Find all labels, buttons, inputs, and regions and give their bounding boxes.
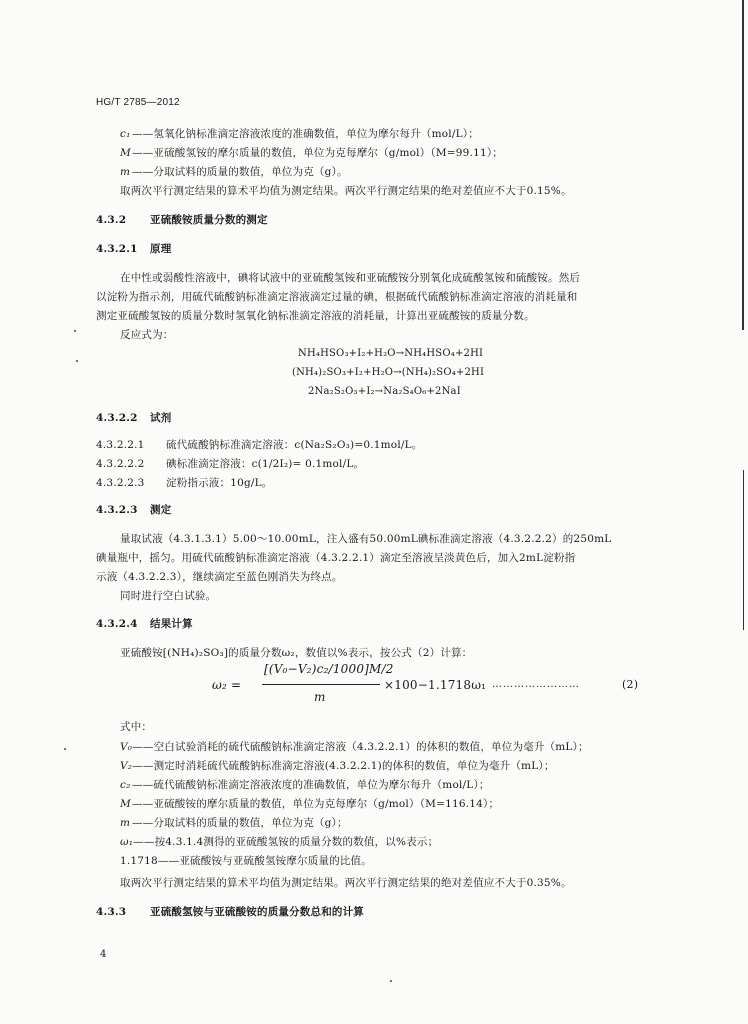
definition-text: ——亚硫酸氢铵的摩尔质量的数值，单位为克每摩尔（g/mol）（M=99.11）；	[132, 147, 504, 159]
definition-symbol: V₀	[120, 741, 133, 753]
principle-line-1: 在中性或弱酸性溶液中，碘将试液中的亚硫酸氢铵和亚硫酸铵分别氧化成硫酸氢铵和硫酸铵。然后	[120, 272, 581, 284]
reaction-equation-1: NH₄HSO₃+I₂+H₂O→NH₄HSO₄+2HI	[298, 348, 484, 359]
definition-m-molar	[120, 146, 503, 160]
definition-symbol: c₂	[120, 779, 131, 791]
section-number: 4.3.2	[96, 214, 127, 226]
definition-text: ——按4.3.1.4测得的亚硫酸氢铵的质量分数的数值，以%表示；	[133, 836, 439, 848]
definition-text: ——亚硫酸铵的摩尔质量的数值，单位为克每摩尔（g/mol）（M=116.14）；	[132, 798, 500, 810]
definition-m-molar-2	[120, 797, 499, 811]
section-number: 4.3.2.3	[96, 504, 138, 516]
definition-text: ——测定时消耗硫代硫酸钠标准滴定溶液(4.3.2.2.1)的体积的数值，单位为毫升（mL）；	[132, 760, 555, 772]
document-code: HG/T 2785—2012	[96, 97, 180, 108]
scan-speck	[390, 980, 392, 982]
reagent-number: 4.3.2.2.2	[96, 458, 145, 470]
principle-line-3: 测定亚硫酸氢铵的质量分数时氢氧化钠标准滴定溶液的消耗量，计算出亚硫酸铵的质量分数。	[96, 310, 535, 322]
equation-number: (2)	[622, 678, 639, 691]
formula-denominator: m	[314, 690, 326, 704]
definition-text: ——硫代硫酸钠标准滴定溶液浓度的准确数值，单位为摩尔每升（mol/L）；	[132, 779, 490, 791]
reagent-1	[96, 438, 423, 452]
definition-symbol: M	[120, 147, 131, 159]
definition-symbol: V₂	[120, 760, 133, 772]
definition-symbol: m	[120, 166, 131, 178]
scan-edge-shadow	[743, 470, 744, 630]
definition-symbol: 1.1718	[120, 855, 158, 867]
section-heading-4-3-2-1	[96, 242, 171, 256]
section-title: 亚硫酸氢铵与亚硫酸铵的质量分数总和的计算	[150, 906, 364, 918]
formula-leader-dots: ……………………	[492, 679, 580, 690]
section-number: 4.3.3	[96, 906, 127, 918]
section-title: 测定	[150, 504, 172, 516]
definition-text: ——亚硫酸铵与亚硫酸氢铵摩尔质量的比值。	[157, 855, 372, 867]
result-paragraph-bottom: 取两次平行测定结果的算术平均值为测定结果。两次平行测定结果的绝对差值应不大于0.35%。	[120, 877, 572, 889]
section-heading-4-3-3	[96, 905, 364, 919]
definition-c1	[120, 127, 479, 141]
section-heading-4-3-2-3	[96, 503, 171, 517]
reagent-text: 淀粉指示液：10g/L。	[166, 477, 273, 489]
reagent-number: 4.3.2.2.1	[96, 439, 145, 451]
section-heading-4-3-2-2	[96, 411, 171, 425]
reagent-2	[96, 457, 364, 471]
scan-speck	[74, 330, 76, 332]
reagent-text: 碘标准滴定溶液：c(1/2I₂)= 0.1mol/L。	[166, 458, 365, 470]
measure-line-2: 碘量瓶中，摇匀。用硫代硫酸钠标准滴定溶液（4.3.2.2.1）滴定至溶液呈淡黄色后，加入2mL淀粉指	[96, 552, 576, 564]
definition-text: ——氢氧化钠标准滴定溶液浓度的准确数值，单位为摩尔每升（mol/L）；	[132, 128, 479, 140]
reaction-equation-2: (NH₄)₂SO₃+I₂+H₂O→(NH₄)₂SO₄+2HI	[292, 367, 485, 378]
definition-symbol: M	[120, 798, 131, 810]
definition-v2	[120, 759, 555, 773]
definition-m-mass-2	[120, 816, 348, 830]
section-title: 试剂	[150, 412, 172, 424]
reagent-3	[96, 476, 273, 490]
measure-line-3: 示液（4.3.2.2.3），继续滴定至蓝色刚消失为终点。	[96, 571, 343, 583]
principle-line-2: 以淀粉为指示剂，用硫代硫酸钠标准滴定溶液滴定过量的碘，根据硫代硫酸钠标准滴定溶液的消耗量和	[96, 291, 578, 303]
definition-m-mass	[120, 165, 348, 179]
result-paragraph-top: 取两次平行测定结果的算术平均值为测定结果。两次平行测定结果的绝对差值应不大于0.15%。	[120, 185, 572, 197]
reagent-number: 4.3.2.2.3	[96, 477, 145, 489]
definition-text: ——分取试料的质量的数值，单位为克（g）；	[132, 817, 348, 829]
scan-speck	[64, 748, 66, 750]
measure-line-4: 同时进行空白试验。	[120, 590, 217, 602]
reaction-label: 反应式为：	[120, 329, 174, 341]
section-heading-4-3-2-4	[96, 617, 193, 631]
scan-edge-shadow	[742, 0, 744, 330]
section-title: 原理	[150, 243, 172, 255]
fraction-bar	[262, 684, 380, 685]
definition-ratio	[120, 854, 372, 868]
section-number: 4.3.2.2	[96, 412, 138, 424]
definition-symbol: m	[120, 817, 131, 829]
section-heading-4-3-2	[96, 213, 268, 227]
definition-v0	[120, 740, 589, 754]
section-title: 亚硫酸铵质量分数的测定	[150, 214, 268, 226]
definition-symbol: c₁	[120, 128, 131, 140]
measure-line-1: 量取试液（4.3.1.3.1）5.00～10.00mL，注入盛有50.00mL碘标准滴定溶液（4.3.2.2.2）的250mL	[120, 533, 612, 545]
scan-speck	[76, 360, 78, 362]
definition-w1	[120, 835, 438, 849]
calc-intro: 亚硫酸铵[(NH₄)₂SO₃]的质量分数ω₂，数值以%表示，按公式（2）计算：	[120, 647, 473, 659]
definition-c2	[120, 778, 490, 792]
definition-text: ——分取试料的质量的数值，单位为克（g）。	[132, 166, 348, 178]
section-title: 结果计算	[150, 618, 193, 630]
where-label: 式中：	[120, 721, 153, 733]
page-number: 4	[100, 949, 107, 960]
formula-2	[212, 660, 652, 712]
formula-tail: ×100−1.1718ω₁	[384, 678, 487, 692]
formula-lhs: ω₂ =	[212, 678, 242, 692]
reagent-text: 硫代硫酸钠标准滴定溶液：c(Na₂S₂O₃)=0.1mol/L。	[166, 439, 423, 451]
reaction-equation-3: 2Na₂S₂O₃+I₂→Na₂S₄O₆+2NaI	[308, 386, 461, 397]
section-number: 4.3.2.1	[96, 243, 138, 255]
definition-text: ——空白试验消耗的硫代硫酸钠标准滴定溶液（4.3.2.2.1）的体积的数值，单位为毫升（mL）；	[132, 741, 589, 753]
definition-symbol: ω₁	[120, 836, 134, 848]
section-number: 4.3.2.4	[96, 618, 138, 630]
formula-numerator: [(V₀−V₂)c₂/1000]M/2	[264, 662, 394, 676]
